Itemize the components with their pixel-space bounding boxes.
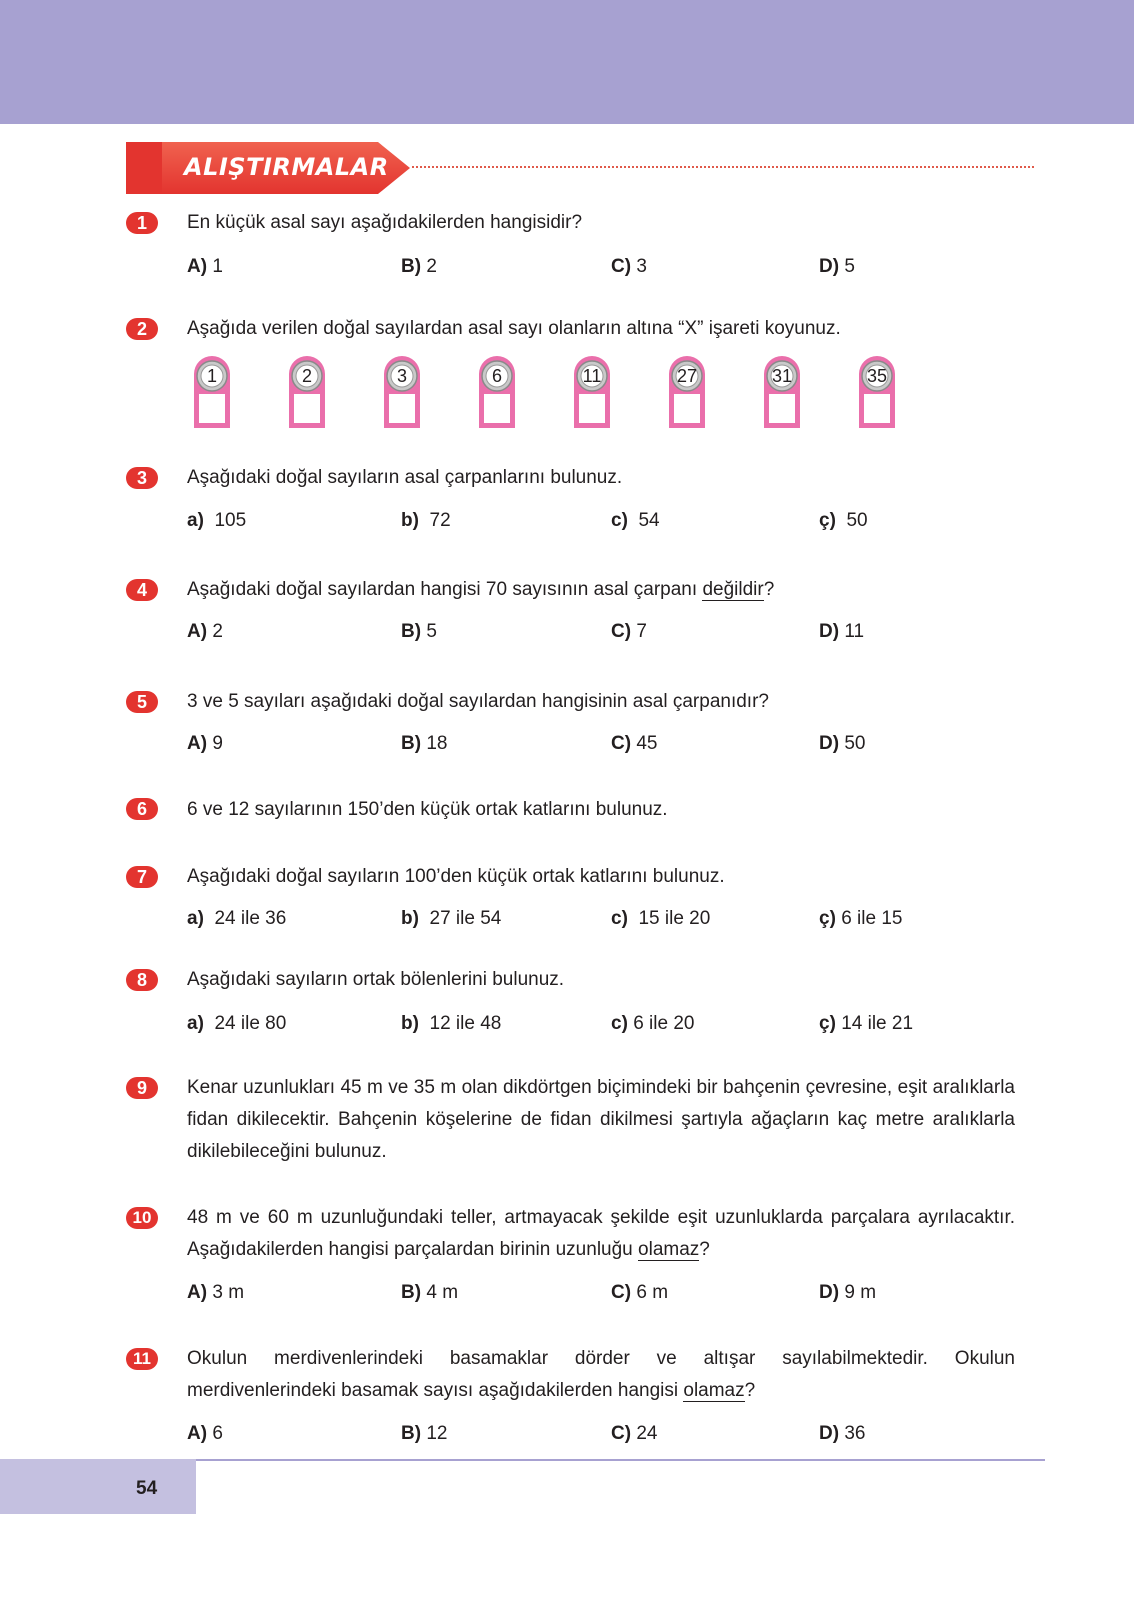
answer-option: C) 45 — [611, 733, 658, 754]
question-text: Aşağıda verilen doğal sayılardan asal sayı olanların altına “X” işareti koyunuz. — [187, 318, 841, 339]
answer-option: C) 6 m — [611, 1282, 669, 1303]
header-band — [0, 0, 1134, 124]
question-number: 5 — [126, 691, 158, 713]
emphasis-underline: olamaz — [638, 1239, 700, 1260]
question-text: Kenar uzunlukları 45 m ve 35 m olan dikdörtgen biçimindeki bir bahçenin çevresine, eşit aralıklarla fidan dikilecektir. Bahçenin köşelerine de fidan dikilmesi şartıyla ağaçların kaç metre aralıklarla dikilebileceğini bulunuz. — [187, 1077, 1015, 1162]
answer-option: ç) 14 ile 21 — [819, 1013, 914, 1034]
answer-option: b) 72 — [401, 510, 451, 531]
question-number: 4 — [126, 579, 158, 601]
answer-option: B) 12 — [401, 1423, 448, 1444]
question-text: Aşağıdaki sayıların ortak bölenlerini bulunuz. — [187, 969, 565, 990]
answer-option: ç) 6 ile 15 — [819, 908, 903, 929]
number-tag — [473, 352, 521, 432]
question-number: 3 — [126, 467, 158, 489]
answer-option: A) 9 — [187, 733, 223, 754]
answer-option: C) 7 — [611, 621, 647, 642]
number-tag — [663, 352, 711, 432]
answer-option: D) 5 — [819, 256, 855, 277]
answer-option: B) 18 — [401, 733, 448, 754]
answer-option: a) 105 — [187, 510, 247, 531]
question-number: 7 — [126, 866, 158, 888]
answer-option: c) 6 ile 20 — [611, 1013, 695, 1034]
question-number: 11 — [126, 1348, 158, 1370]
question-text: 3 ve 5 sayıları aşağıdaki doğal sayılardan hangisinin asal çarpanıdır? — [187, 691, 769, 712]
question-number: 1 — [126, 212, 158, 234]
section-title: ALIŞTIRMALAR — [184, 153, 389, 181]
answer-option: C) 24 — [611, 1423, 658, 1444]
emphasis-underline: olamaz — [683, 1380, 745, 1401]
question-text: Aşağıdaki doğal sayıların 100’den küçük ortak katlarını bulunuz. — [187, 866, 725, 887]
answer-option: B) 4 m — [401, 1282, 459, 1303]
answer-option: D) 50 — [819, 733, 866, 754]
tag-number: 6 — [491, 366, 502, 386]
question-number: 10 — [126, 1207, 158, 1229]
page-number: 54 — [136, 1478, 158, 1499]
tag-number: 35 — [866, 366, 888, 386]
answer-option: A) 3 m — [187, 1282, 245, 1303]
number-tag — [568, 352, 616, 432]
question-text: Okulun merdivenlerindeki basamaklar dörder ve altışar sayılabilmektedir. Okulun merdivenlerindeki basamak sayısı aşağıdakilerden hangisi olamaz? — [187, 1348, 1015, 1401]
answer-option: c) 15 ile 20 — [611, 908, 711, 929]
answer-option: a) 24 ile 80 — [187, 1013, 287, 1034]
answer-option: D) 9 m — [819, 1282, 877, 1303]
question-text: Aşağıdaki doğal sayılardan hangisi 70 sayısının asal çarpanı değildir? — [187, 579, 775, 600]
answer-option: b) 27 ile 54 — [401, 908, 502, 929]
question-text: En küçük asal sayı aşağıdakilerden hangisidir? — [187, 212, 583, 233]
number-tag — [283, 352, 331, 432]
banner-dotted-line — [412, 166, 1034, 168]
answer-option: A) 1 — [187, 256, 223, 277]
tag-number: 2 — [301, 366, 312, 386]
answer-option: b) 12 ile 48 — [401, 1013, 502, 1034]
answer-option: B) 2 — [401, 256, 437, 277]
question-text: Aşağıdaki doğal sayıların asal çarpanlarını bulunuz. — [187, 467, 623, 488]
answer-option: C) 3 — [611, 256, 647, 277]
number-tag — [378, 352, 426, 432]
question-text: 48 m ve 60 m uzunluğundaki teller, artmayacak şekilde eşit uzunluklarda parçalara ayrılacaktır. Aşağıdakilerden hangisi parçalardan birinin uzunluğu olamaz? — [187, 1207, 1015, 1260]
answer-option: A) 6 — [187, 1423, 223, 1444]
tag-number: 11 — [582, 366, 602, 386]
number-tag — [188, 352, 236, 432]
answer-option: A) 2 — [187, 621, 223, 642]
question-number: 8 — [126, 969, 158, 991]
number-tag — [758, 352, 806, 432]
answer-option: D) 11 — [819, 621, 865, 642]
emphasis-underline: değildir — [702, 579, 764, 600]
question-number: 2 — [126, 318, 158, 340]
section-banner — [126, 142, 410, 194]
question-number: 6 — [126, 798, 158, 820]
footer-rule — [196, 1459, 1045, 1461]
tag-number: 31 — [771, 366, 793, 386]
answer-option: B) 5 — [401, 621, 437, 642]
tag-number: 3 — [396, 366, 407, 386]
question-number: 9 — [126, 1077, 158, 1099]
footer-page-box — [0, 1459, 196, 1514]
tag-number: 27 — [676, 366, 698, 386]
answer-option: D) 36 — [819, 1423, 866, 1444]
question-text: 6 ve 12 sayılarının 150’den küçük ortak katlarını bulunuz. — [187, 799, 668, 820]
answer-option: c) 54 — [611, 510, 660, 531]
answer-option: ç) 50 — [819, 510, 868, 531]
tag-number: 1 — [206, 366, 217, 386]
number-tag — [853, 352, 901, 432]
answer-option: a) 24 ile 36 — [187, 908, 287, 929]
